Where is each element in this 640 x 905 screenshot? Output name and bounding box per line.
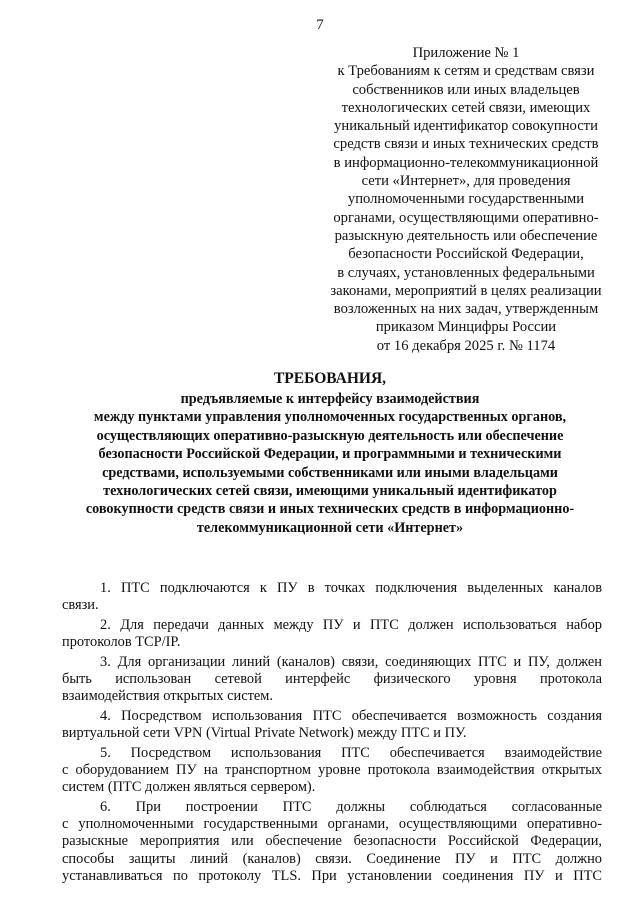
- paragraph-line: с уполномоченными государственными органами, осуществляющими оперативно-: [62, 816, 602, 833]
- title-subtitle: [60, 390, 600, 537]
- appendix-line: уполномоченными государственными: [347, 191, 585, 208]
- appendix-line: в информационно-телекоммуникационной: [333, 154, 599, 171]
- paragraph-line: систем (ПТС должен являться сервером).: [62, 779, 316, 796]
- appendix-line: средств связи и иных технических средств: [333, 136, 599, 153]
- appendix-line: сети «Интернет», для проведения: [361, 173, 571, 190]
- paragraph-line: с оборудованием ПУ на транспортном уровне протокола взаимодействия открытых: [62, 761, 602, 778]
- paragraph-line: 2. Для передачи данных между ПУ и ПТС должен использоваться набор: [100, 616, 602, 633]
- subtitle-line: безопасности Российской Федерации, и программными и техническими: [98, 446, 562, 463]
- paragraph-line: 1. ПТС подключаются к ПУ в точках подключения выделенных каналов: [100, 580, 602, 596]
- appendix-line: собственников или иных владельцев: [352, 81, 580, 98]
- appendix-header: [318, 44, 614, 355]
- appendix-line: Приложение № 1: [412, 45, 520, 61]
- subtitle-line: между пунктами управления уполномоченных государственных органов,: [93, 409, 567, 426]
- paragraph-line: виртуальной сети VPN (Virtual Private Network) между ПТС и ПУ.: [62, 725, 467, 742]
- appendix-line: безопасности Российской Федерации,: [348, 246, 584, 263]
- paragraph-2: [62, 617, 602, 652]
- appendix-line: разыскную деятельность или обеспечение: [334, 227, 598, 244]
- appendix-line: возложенных на них задач, утвержденным: [333, 301, 599, 318]
- appendix-line: от 16 декабря 2025 г. № 1174: [376, 337, 556, 354]
- paragraph-5: [62, 745, 602, 797]
- appendix-line: технологических сетей связи, имеющих: [341, 99, 591, 116]
- appendix-line: приказом Минцифры России: [375, 319, 557, 336]
- paragraph-line: разыскные мероприятия или обеспечение безопасности Российской Федерации,: [62, 833, 602, 850]
- appendix-line: органами, осуществляющими оперативно-: [333, 209, 599, 226]
- document-body: [62, 580, 602, 888]
- subtitle-line: средствами, используемыми собственниками или иными владельцами: [102, 464, 558, 481]
- paragraph-line: 4. Посредством использования ПТС обеспечивается возможность создания: [100, 707, 602, 724]
- paragraph-line: 3. Для организации линий (каналов) связи, соединяющих ПТС и ПУ, должен: [100, 653, 602, 670]
- paragraph-line: протоколов TCP/IP.: [62, 634, 181, 651]
- subtitle-line: технологических сетей связи, имеющими уникальный идентификатор: [103, 483, 557, 500]
- paragraph-4: [62, 708, 602, 743]
- paragraph-line: связи.: [62, 597, 99, 614]
- paragraph-line: 6. При построении ПТС должны соблюдаться согласованные: [100, 798, 602, 815]
- paragraph-line: быть использован сетевой интерфейс физического уровня протокола: [62, 670, 602, 687]
- paragraph-line: взаимодействия открытых систем.: [62, 688, 274, 705]
- appendix-line: к Требованиям к сетям и средствам связи: [337, 63, 595, 80]
- page-number: 7: [316, 17, 324, 33]
- title-heading: ТРЕБОВАНИЯ,: [273, 370, 387, 387]
- paragraph-1: [62, 580, 602, 615]
- appendix-line: законами, мероприятий в целях реализации: [330, 282, 602, 299]
- paragraph-3: [62, 654, 602, 706]
- appendix-line: в случаях, установленных федеральными: [337, 264, 595, 281]
- appendix-line: уникальный идентификатор совокупности: [334, 118, 598, 135]
- paragraph-line: способы защиты линий (каналов) связи. Соединение ПУ и ПТС должно: [62, 850, 602, 867]
- paragraph-6: [62, 799, 602, 886]
- subtitle-line: телекоммуникационной сети «Интернет»: [196, 519, 464, 536]
- subtitle-line: предъявляемые к интерфейсу взаимодействия: [180, 391, 480, 407]
- subtitle-line: совокупности средств связи и иных технических средств в информационно-: [85, 501, 575, 518]
- subtitle-line: осуществляющих оперативно-разыскную деятельность или обеспечение: [96, 427, 564, 444]
- paragraph-line: 5. Посредством использования ПТС обеспечивается взаимодействие: [100, 744, 602, 761]
- document-title: [60, 369, 600, 537]
- paragraph-line: устанавливаться по протоколу TLS. При установлении соединения ПУ и ПТС: [62, 868, 602, 885]
